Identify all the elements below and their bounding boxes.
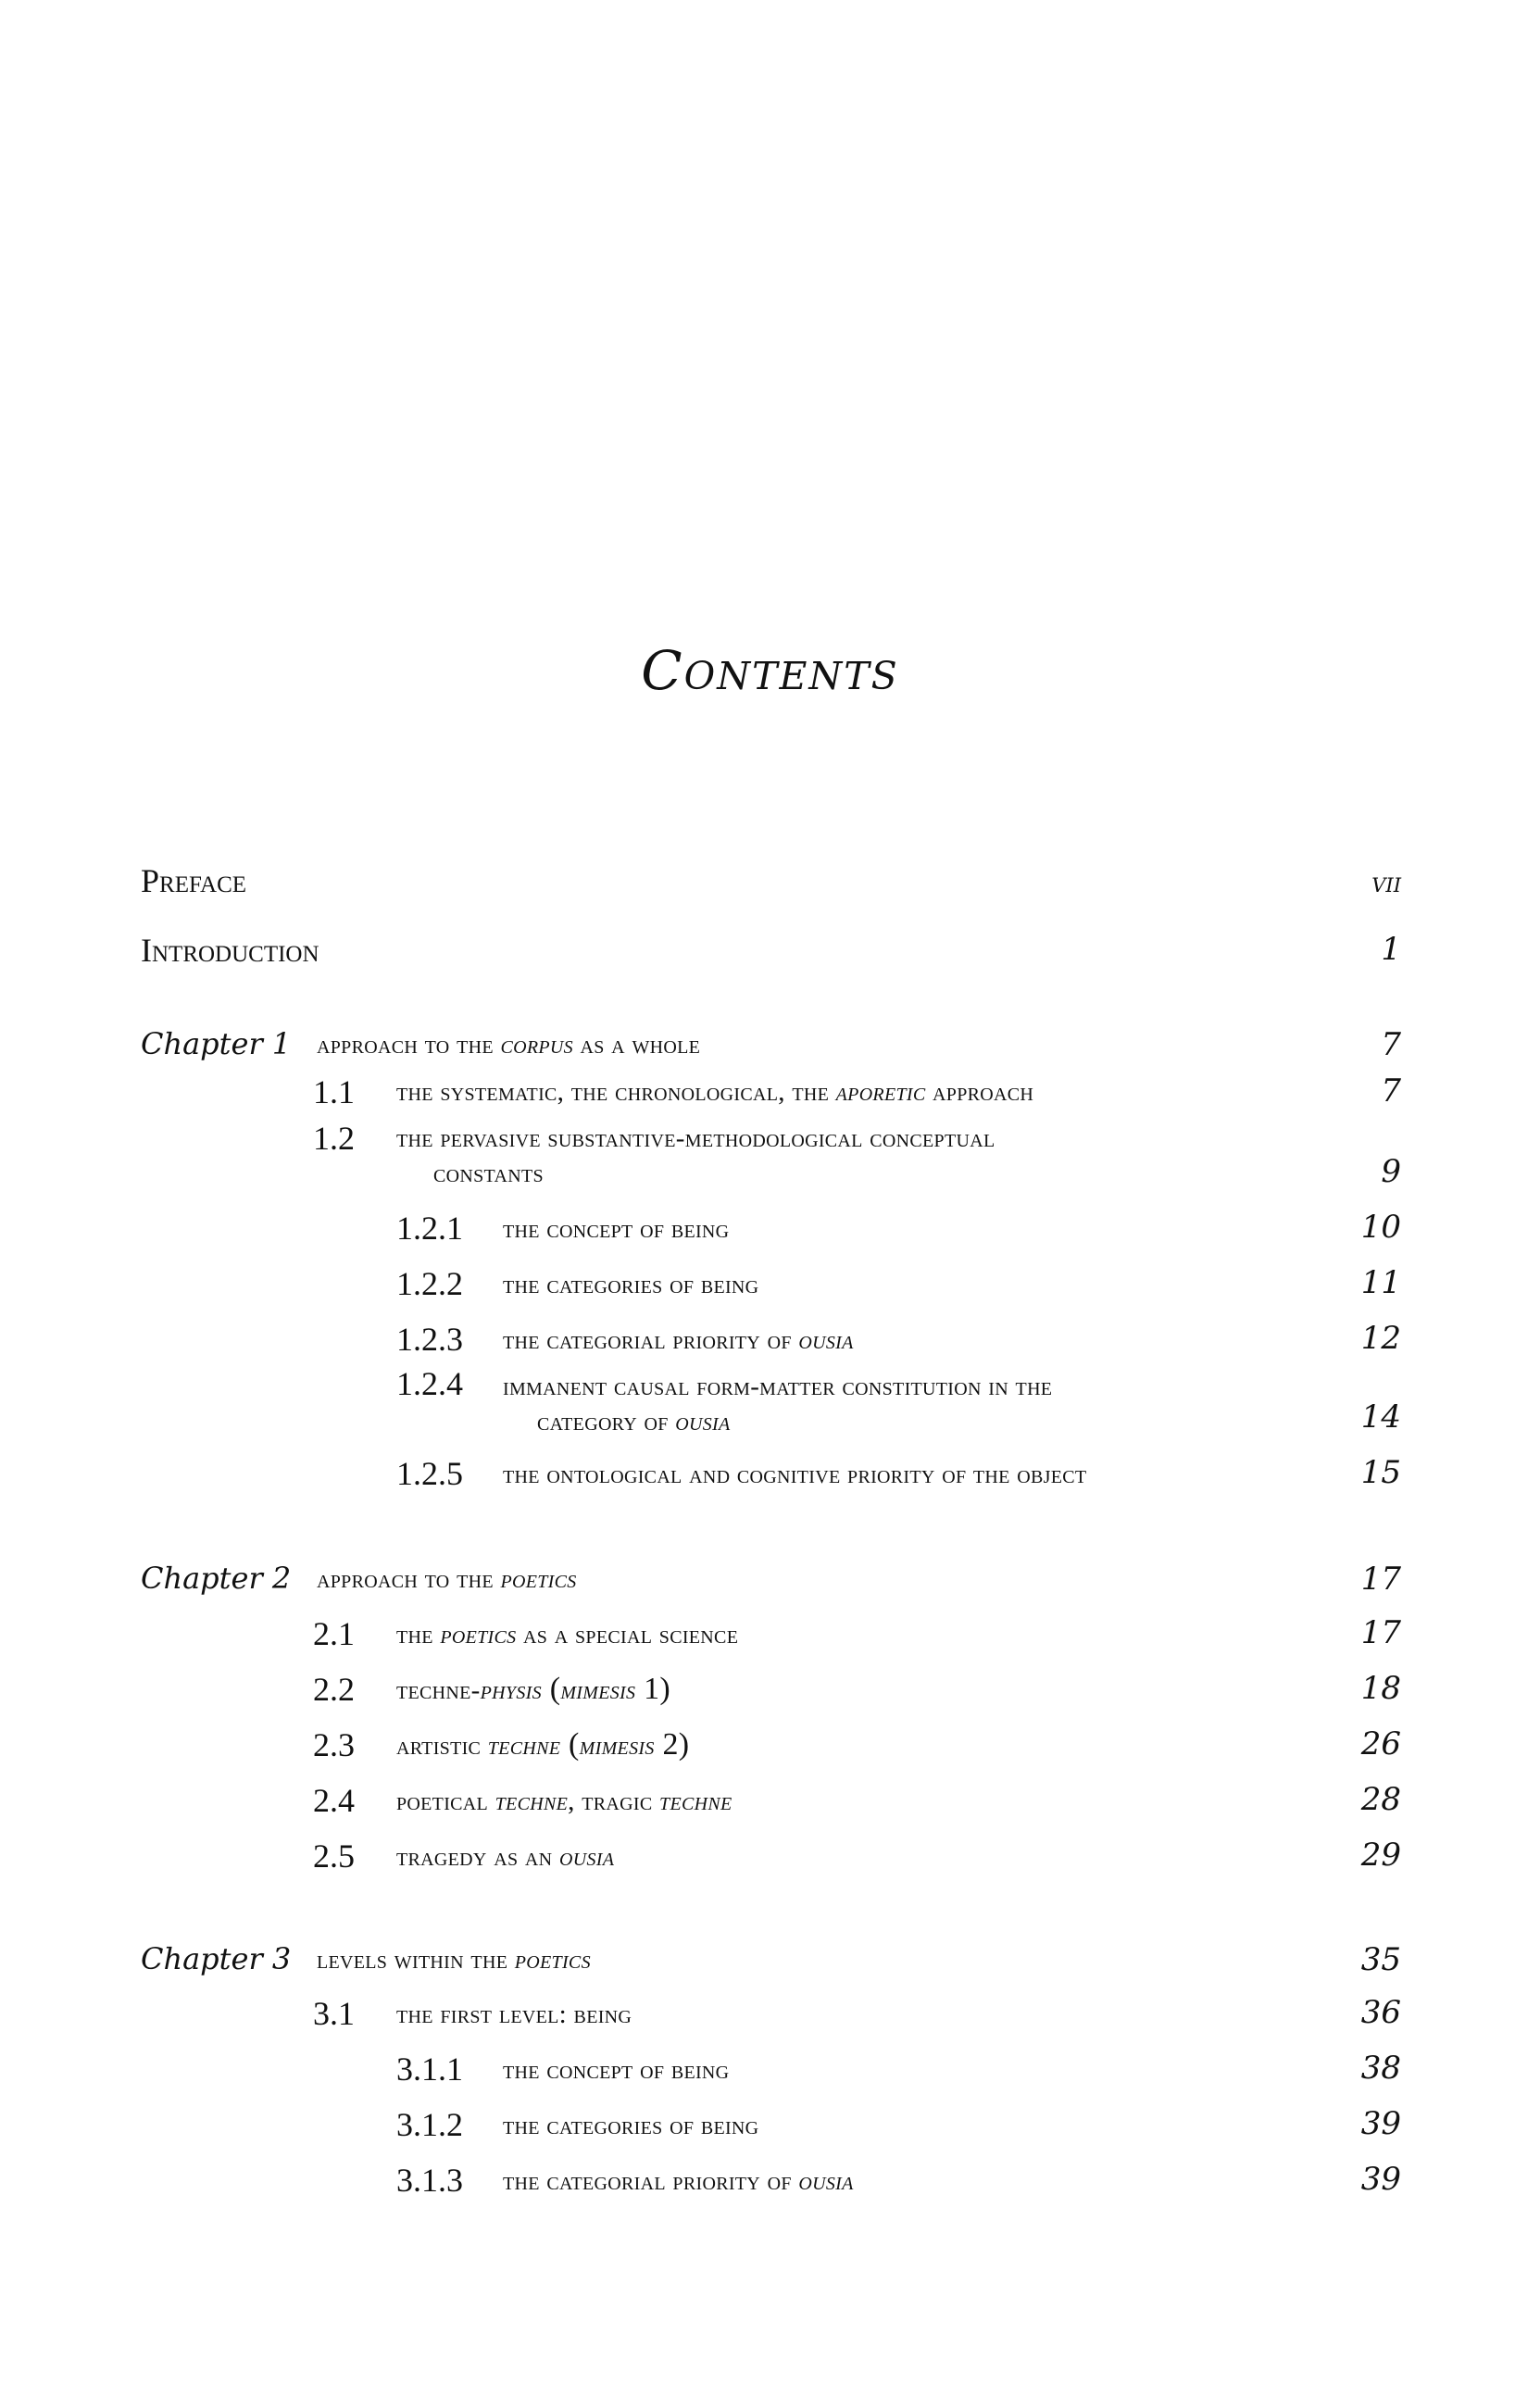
section-page: 28	[1360, 1781, 1401, 1818]
section-page: 39	[1360, 2161, 1401, 2198]
section-page: 14	[1360, 1398, 1401, 1436]
section-number: 1.2	[313, 1120, 355, 1157]
preface-label: Preface	[141, 862, 247, 899]
section-page: 10	[1360, 1209, 1401, 1246]
section-page: 26	[1360, 1725, 1401, 1762]
section-page: 36	[1360, 1994, 1401, 2031]
section-page: 29	[1360, 1837, 1401, 1874]
section-page: 39	[1360, 2105, 1401, 2142]
section-page: 9	[1381, 1153, 1401, 1190]
chapter-page: 35	[1360, 1941, 1401, 1978]
section-number: 2.2	[313, 1671, 355, 1708]
chapter-title: levels within the poetics	[317, 1945, 591, 1975]
section-title: the systematic, the chronological, the aporetic approach	[396, 1077, 1034, 1107]
chapter-label: Chapter 2	[141, 1561, 292, 1596]
section-number: 2.3	[313, 1726, 355, 1763]
section-title: the ontological and cognitive priority of the object	[503, 1460, 1087, 1489]
chapter-title: approach to the poetics	[317, 1564, 577, 1594]
section-title: the concept of being	[503, 1214, 730, 1244]
chapter-page: 7	[1381, 1026, 1401, 1063]
section-title-line1: immanent causal form-matter constitution in the	[503, 1372, 1053, 1401]
section-number: 2.4	[313, 1782, 355, 1819]
section-number: 1.2.2	[396, 1265, 463, 1302]
section-page: 18	[1360, 1670, 1401, 1707]
introduction-page: 1	[1381, 931, 1401, 968]
section-number: 3.1.3	[396, 2162, 463, 2199]
section-number: 1.1	[313, 1073, 355, 1110]
section-number: 2.5	[313, 1837, 355, 1875]
introduction-label: Introduction	[141, 932, 319, 969]
section-title: tragedy as an ousia	[396, 1842, 615, 1872]
preface-page: vii	[1371, 867, 1401, 899]
section-number: 1.2.1	[396, 1210, 463, 1247]
chapter-title: approach to the corpus as a whole	[317, 1030, 701, 1060]
section-title: the concept of being	[503, 2055, 730, 2085]
chapter-page: 17	[1360, 1561, 1401, 1598]
contents-title: Contents	[641, 639, 899, 702]
section-title: artistic techne (mimesis 2)	[396, 1727, 690, 1762]
section-title: the categories of being	[503, 1270, 759, 1299]
section-page: 38	[1360, 2050, 1401, 2087]
section-number: 1.2.5	[396, 1455, 463, 1492]
section-number: 1.2.4	[396, 1365, 463, 1402]
section-number: 2.1	[313, 1615, 355, 1652]
section-page: 12	[1360, 1320, 1401, 1357]
section-title: poetical techne, tragic techne	[396, 1787, 732, 1816]
section-number: 3.1.2	[396, 2106, 463, 2143]
section-title: the first level: being	[396, 2000, 632, 2029]
section-title: the categorial priority of ousia	[503, 1325, 854, 1355]
section-title: the categorial priority of ousia	[503, 2166, 854, 2196]
section-page: 11	[1360, 1264, 1401, 1301]
section-title: techne-physis (mimesis 1)	[396, 1672, 671, 1706]
chapter-label: Chapter 1	[141, 1026, 292, 1061]
section-title-line2: category of ousia	[537, 1407, 731, 1436]
section-title: the poetics as a special science	[396, 1620, 739, 1649]
chapter-label: Chapter 3	[141, 1941, 292, 1976]
section-title-line1: the pervasive substantive-methodological conceptual	[396, 1123, 995, 1153]
section-page: 15	[1360, 1454, 1401, 1491]
section-number: 3.1	[313, 1995, 355, 2032]
section-number: 3.1.1	[396, 2051, 463, 2088]
section-number: 1.2.3	[396, 1321, 463, 1358]
section-page: 17	[1360, 1614, 1401, 1651]
section-page: 7	[1381, 1072, 1401, 1110]
section-title-line2: constants	[433, 1159, 544, 1188]
section-title: the categories of being	[503, 2111, 759, 2140]
